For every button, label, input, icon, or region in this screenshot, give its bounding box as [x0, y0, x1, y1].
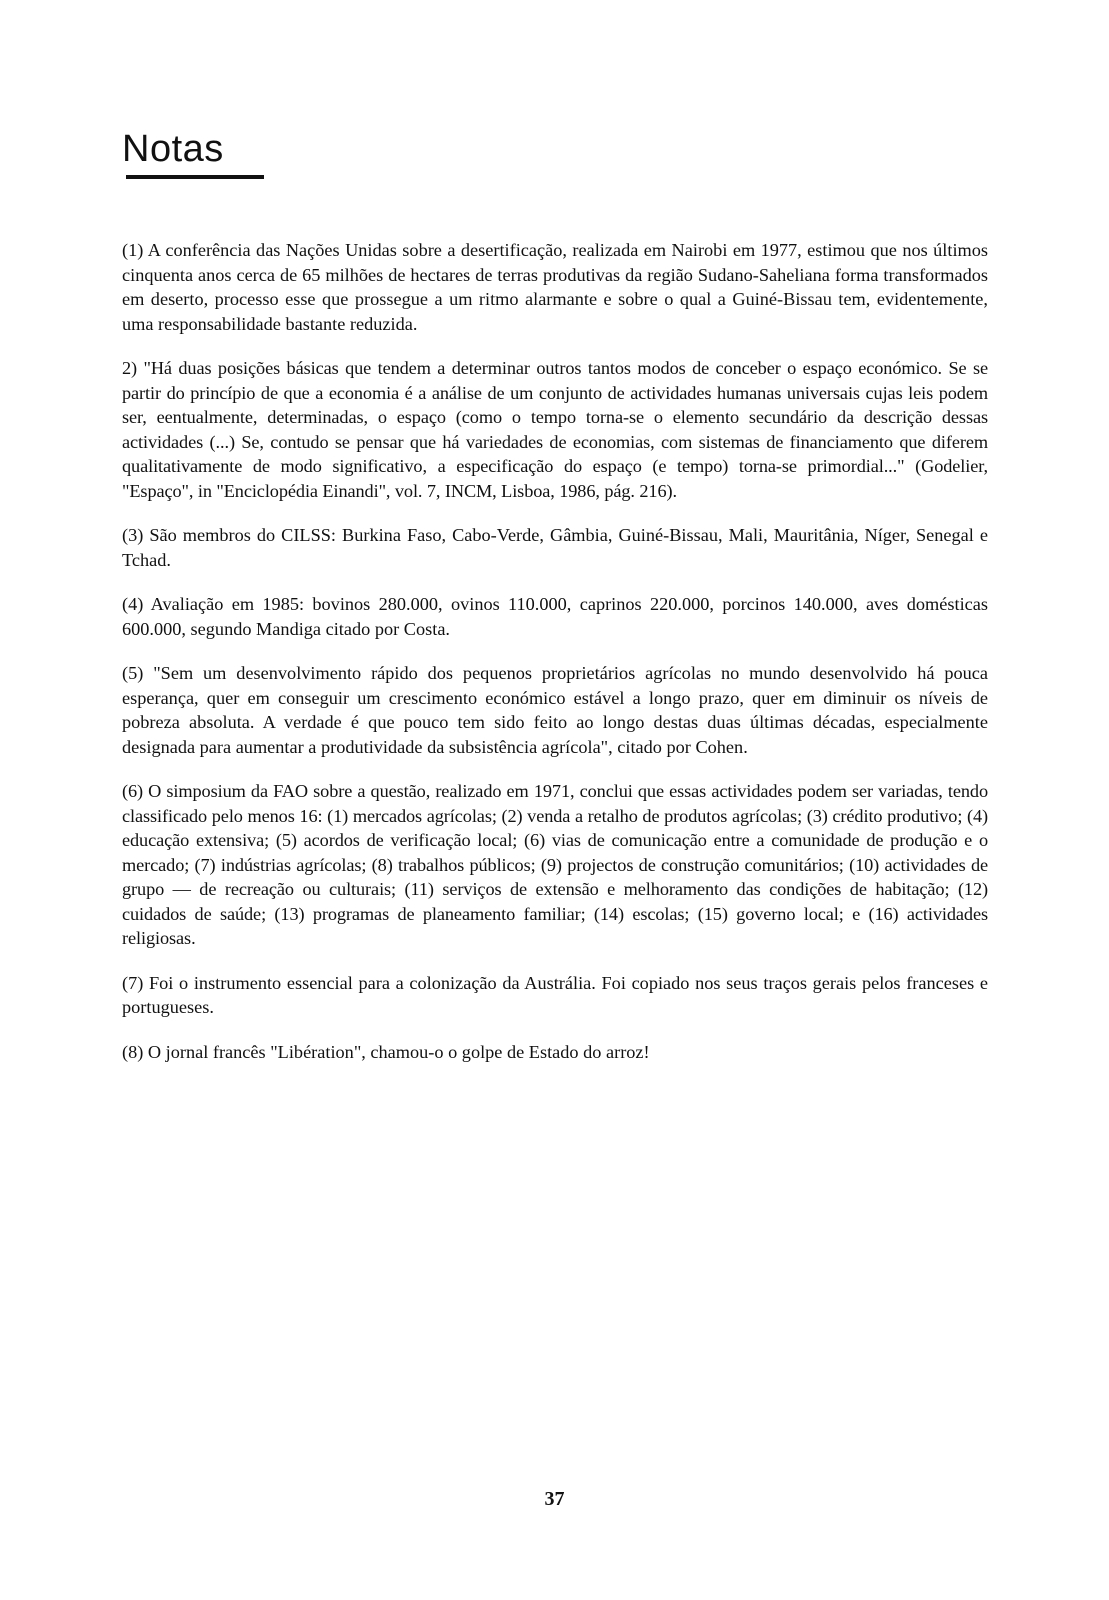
note-2: 2) "Há duas posições básicas que tendem a determinar outros tantos modos de conceber o espaço económico. Se se partir do princípio de que a economia é a análise de um conjunto de actividades humanas universais cujas leis podem ser, eentualmente, determinadas, o espaço (como o tempo torna-se o elemento secundário da descrição dessas actividades (...) Se, contudo se pensar que há variedades de economias, com sistemas de financiamento que diferem qualitativamente de modo significativo, a especificação do espaço (e tempo) torna-se primordial..." (Godelier, "Espaço", in "Enciclopédia Einandi", vol. 7, INCM, Lisboa, 1986, pág. 216). — [122, 358, 988, 501]
notes-list — [122, 238, 988, 1084]
note-6: (6) O simposium da FAO sobre a questão, realizado em 1971, conclui que essas actividades podem ser variadas, tendo classificado pelo menos 16: (1) mercados agrícolas; (2) venda a retalho de produtos agrícolas; (3) crédito produtivo; (4) educação extensiva; (5) acordos de verificação local; (6) vias de comunicação entre a comunidade de produção e o mercado; (7) indústrias agrícolas; (8) trabalhos públicos; (9) projectos de construção comunitários; (10) actividades de grupo — de recreação ou culturais; (11) serviços de extensão e melhoramento das condições de habitação; (12) cuidados de saúde; (13) programas de planeamento familiar; (14) escolas; (15) governo local; e (16) actividades religiosas. — [122, 781, 988, 948]
page-number: 37 — [544, 1488, 565, 1510]
title-underline — [126, 175, 264, 179]
note-8: (8) O jornal francês "Libération", chamou-o o golpe de Estado do arroz! — [122, 1041, 650, 1062]
note-3: (3) São membros do CILSS: Burkina Faso, Cabo-Verde, Gâmbia, Guiné-Bissau, Mali, Mauritânia, Níger, Senegal e Tchad. — [122, 525, 988, 570]
note-4: (4) Avaliação em 1985: bovinos 280.000, ovinos 110.000, caprinos 220.000, porcinos 140.000, aves domésticas 600.000, segundo Mandiga citado por Costa. — [122, 594, 988, 639]
note-7: (7) Foi o instrumento essencial para a colonização da Austrália. Foi copiado nos seus traços gerais pelos franceses e portugueses. — [122, 972, 988, 1017]
page-title: Notas — [122, 128, 224, 170]
note-5: (5) "Sem um desenvolvimento rápido dos pequenos proprietários agrícolas no mundo desenvolvido há pouca esperança, quer em conseguir um crescimento económico estável a longo prazo, quer em diminuir os níveis de pobreza absoluta. A verdade é que pouco tem sido feito ao longo destas duas últimas décadas, especialmente designada para aumentar a produtividade da subsistência agrícola", citado por Cohen. — [122, 663, 988, 757]
note-1: (1) A conferência das Nações Unidas sobre a desertificação, realizada em Nairobi em 1977, estimou que nos últimos cinquenta anos cerca de 65 milhões de hectares de terras produtivas da região Sudano-Saheliana forma transformados em deserto, processo esse que prossegue a um ritmo alarmante e sobre o qual a Guiné-Bissau tem, evidentemente, uma responsabilidade bastante reduzida. — [122, 240, 988, 334]
